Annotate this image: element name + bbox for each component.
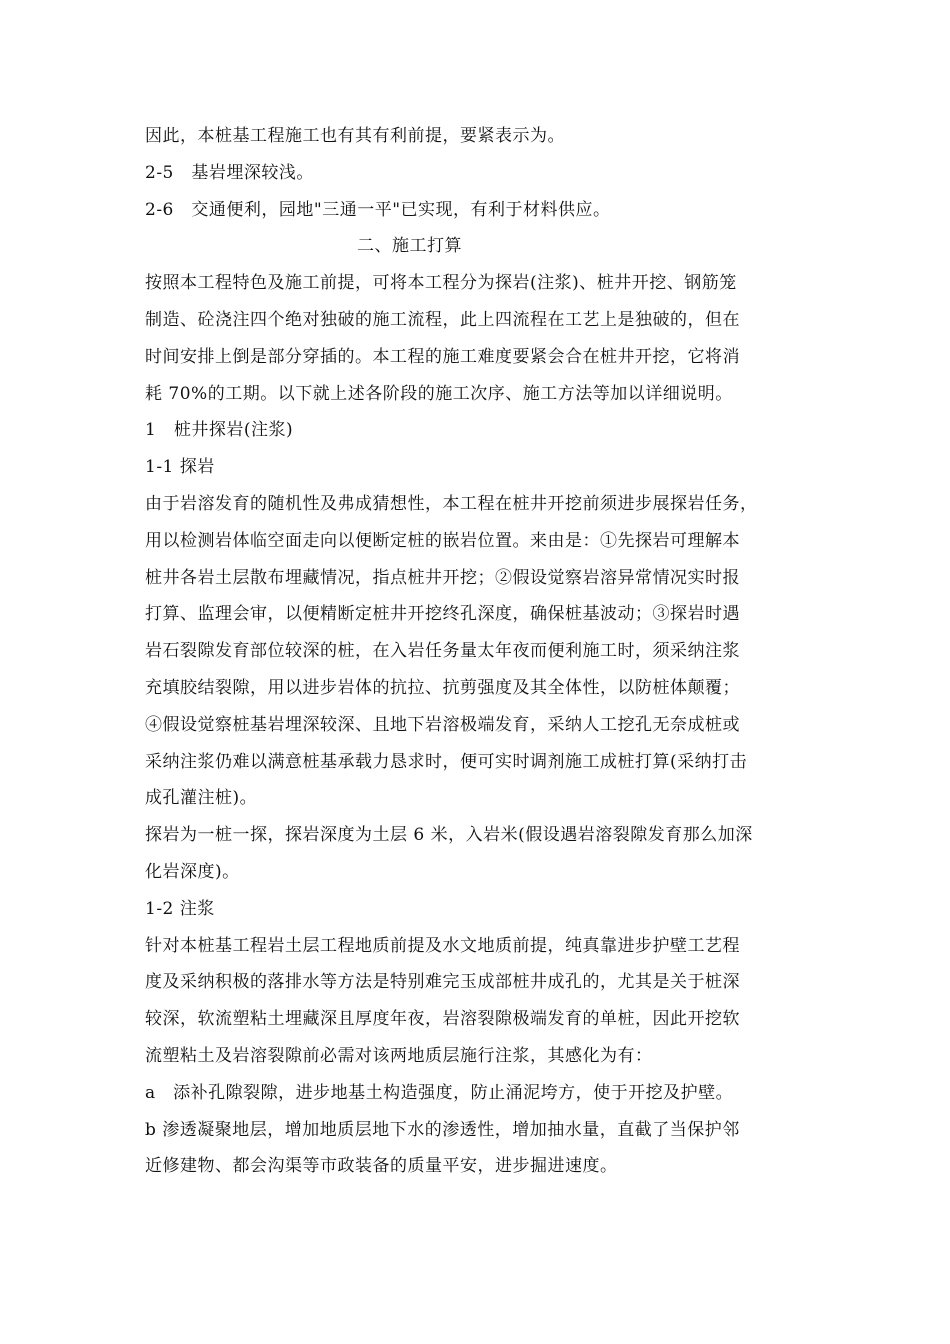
- text-line: 岩石裂隙发育部位较深的桩，在入岩任务量太年夜而便利施工时，须采纳注浆: [145, 641, 740, 662]
- list-item: a 添补孔隙裂隙，进步地基土构造强度，防止涌泥垮方，使于开挖及护壁。: [145, 1082, 734, 1103]
- text-line: 用以检测岩体临空面走向以便断定桩的嵌岩位置。来由是：①先探岩可理解本: [145, 530, 740, 551]
- text-line: 制造、砼浇注四个绝对独破的施工流程，此上四流程在工艺上是独破的，但在: [145, 309, 740, 330]
- text-line: 桩井各岩土层散布埋藏情况，指点桩井开挖；②假设觉察岩溶异常情况实时报: [145, 567, 740, 588]
- text-line: 由于岩溶发育的随机性及弗成猜想性，本工程在桩井开挖前须进步展探岩任务，: [145, 493, 758, 514]
- text-line: 充填胶结裂隙，用以进步岩体的抗拉、抗剪强度及其全体性，以防桩体颠覆；: [145, 677, 740, 698]
- text-line: 化岩深度)。: [145, 861, 240, 882]
- text-line: 耗 70%的工期。以下就上述各阶段的施工次序、施工方法等加以详细说明。: [145, 383, 733, 404]
- document-body: [145, 118, 810, 1185]
- subsection-heading: 1-2 注浆: [145, 898, 215, 919]
- text-line: 按照本工程特色及施工前提，可将本工程分为探岩(注浆)、桩井开挖、钢筋笼: [145, 273, 737, 294]
- text-line: ④假设觉察桩基岩埋深较深、且地下岩溶极端发育，采纳人工挖孔无奈成桩或: [145, 714, 740, 735]
- list-item: b 渗透凝聚地层，增加地质层地下水的渗透性，增加抽水量，直截了当保护邻: [145, 1119, 740, 1140]
- text-line: 较深，软流塑粘土埋藏深且厚度年夜，岩溶裂隙极端发育的单桩，因此开挖软: [145, 1009, 740, 1030]
- text-line: 探岩为一桩一探，探岩深度为土层 6 米，入岩米(假设遇岩溶裂隙发育那么加深: [145, 825, 753, 846]
- text-line: 度及采纳积极的落排水等方法是特别难完玉成部桩井成孔的，尤其是关于桩深: [145, 972, 740, 993]
- text-line: 近修建物、都会沟渠等市政装备的质量平安，进步掘进速度。: [145, 1156, 618, 1177]
- text-line: 打算、监理会审，以便精断定桩井开挖终孔深度，确保桩基波动；③探岩时遇: [145, 604, 740, 625]
- text-line: 流塑粘土及岩溶裂隙前必需对该两地质层施行注浆，其感化为有：: [145, 1045, 653, 1066]
- subsection-heading: 1-1 探岩: [145, 457, 215, 478]
- text-line: 2-5 基岩埋深较浅。: [145, 162, 314, 183]
- text-line: 针对本桩基工程岩土层工程地质前提及水文地质前提，纯真靠进步护壁工艺程: [145, 935, 740, 956]
- subsection-heading: 1 桩井探岩(注浆): [145, 420, 294, 441]
- text-line: 因此，本桩基工程施工也有其有利前提，要紧表示为。: [145, 126, 565, 146]
- text-line: 2-6 交通便利，园地"三通一平"已实现，有利于材料供应。: [145, 199, 611, 220]
- text-line: 成孔灌注桩)。: [145, 788, 258, 809]
- section-heading: 二、施工打算: [357, 236, 462, 257]
- text-line: 时间安排上倒是部分穿插的。本工程的施工难度要紧会合在桩井开挖，它将消: [145, 346, 740, 367]
- text-line: 采纳注浆仍难以满意桩基承载力恳求时，便可实时调剂施工成桩打算(采纳打击: [145, 751, 748, 772]
